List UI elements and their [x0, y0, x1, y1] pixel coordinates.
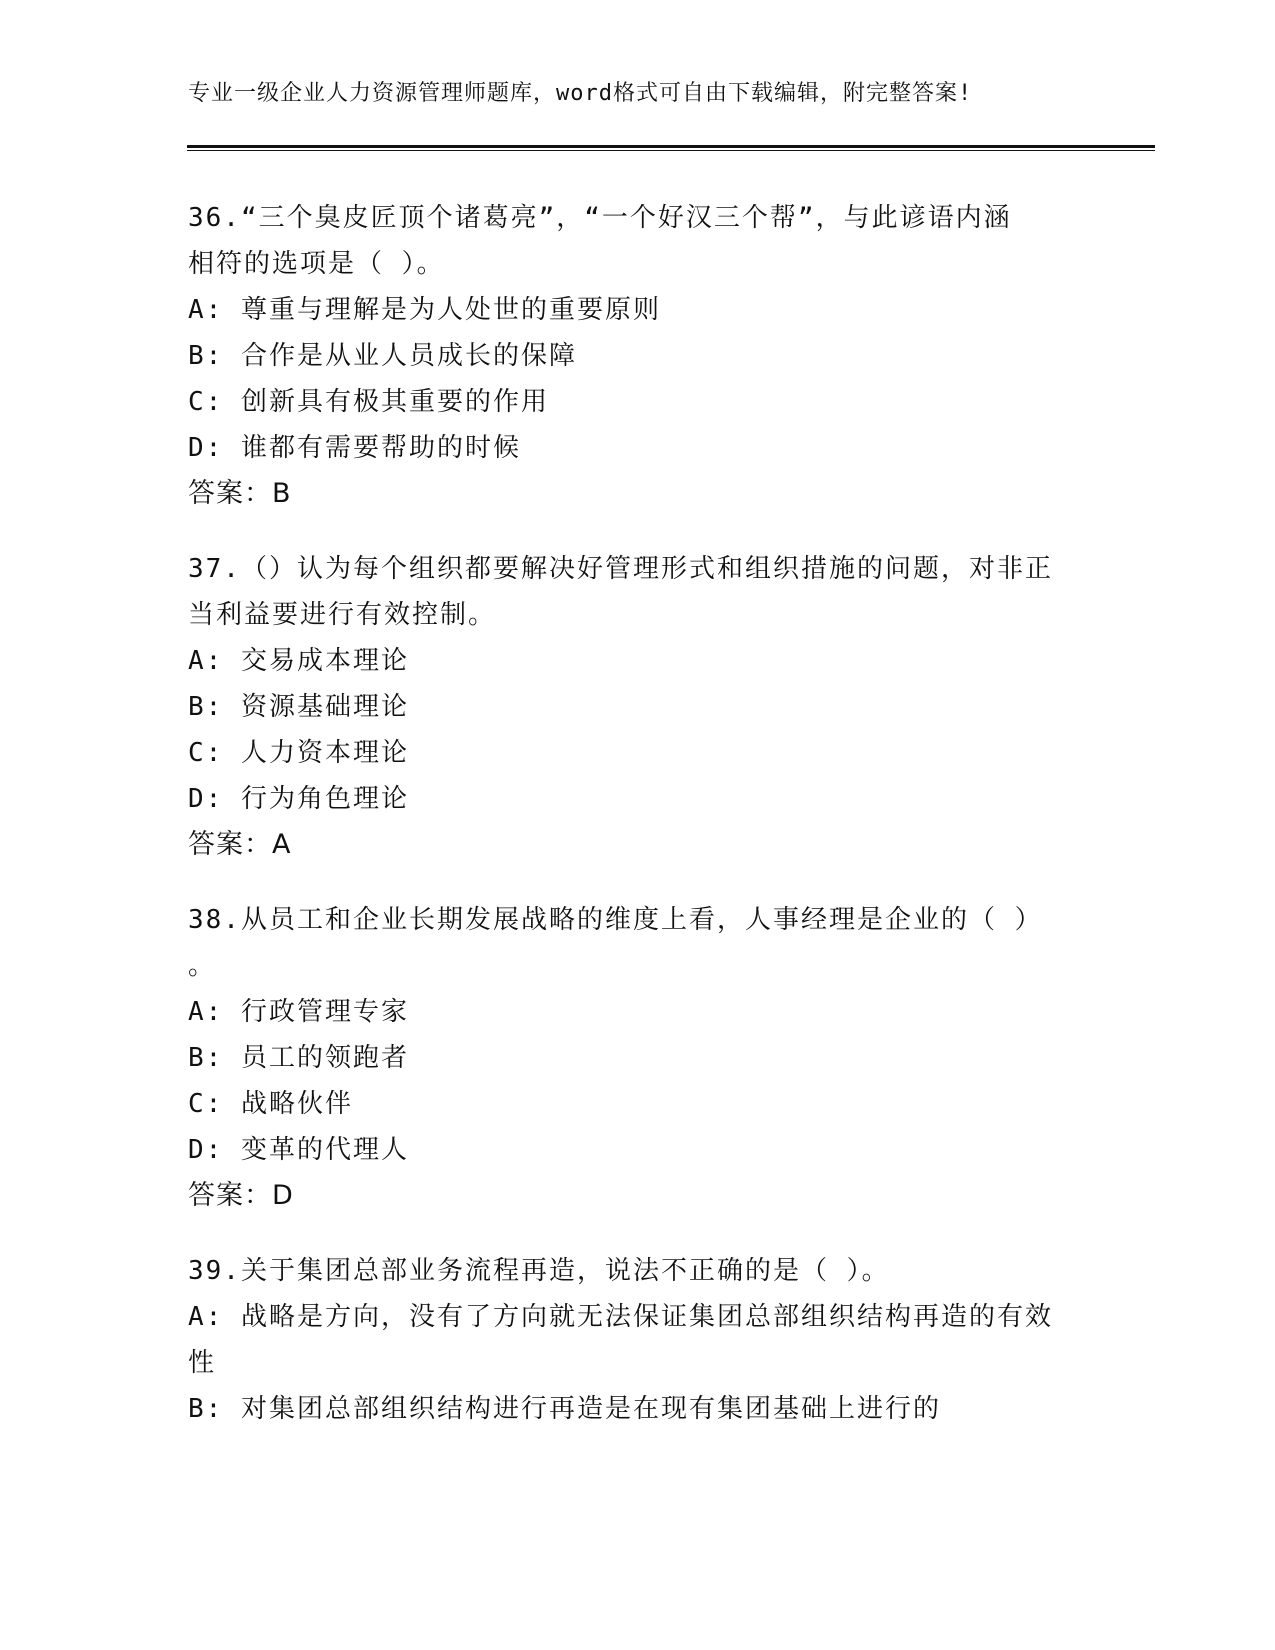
option-a: A: 交易成本理论: [188, 646, 409, 676]
question-38: [188, 897, 1078, 1219]
question-39: [188, 1248, 1078, 1432]
question-stem-line: 37.（）认为每个组织都要解决好管理形式和组织措施的问题，对非正: [188, 554, 1053, 584]
option-a: A: 行政管理专家: [188, 997, 409, 1027]
option-b: B: 员工的领跑者: [188, 1043, 409, 1073]
answer: 答案：B: [188, 478, 292, 509]
option-c: C: 人力资本理论: [188, 738, 409, 768]
question-stem-line: 36.“三个臭皮匠顶个诸葛亮”，“一个好汉三个帮”，与此谚语内涵: [188, 203, 1012, 233]
option-a: A: 战略是方向，没有了方向就无法保证集团总部组织结构再造的有效: [188, 1302, 1053, 1332]
page-header: 专业一级企业人力资源管理师题库，word格式可自由下载编辑，附完整答案!: [188, 81, 973, 106]
question-stem-line: 。: [188, 951, 217, 981]
header-rule-thick: [187, 145, 1155, 148]
option-d: D: 谁都有需要帮助的时候: [188, 433, 521, 463]
question-stem-line: 38.从员工和企业长期发展战略的维度上看，人事经理是企业的（ ）: [188, 905, 1043, 935]
option-c: C: 战略伙伴: [188, 1089, 353, 1119]
header-rule-thin: [187, 150, 1155, 151]
option-a-continued: 性: [188, 1348, 217, 1378]
question-stem-line: 相符的选项是（ ）。: [188, 249, 445, 279]
question-stem-line: 39.关于集团总部业务流程再造，说法不正确的是（ ）。: [188, 1256, 890, 1286]
option-d: D: 行为角色理论: [188, 784, 409, 814]
question-36: [188, 195, 1078, 517]
option-b: B: 对集团总部组织结构进行再造是在现有集团基础上进行的: [188, 1394, 941, 1424]
question-stem-line: 当利益要进行有效控制。: [188, 600, 497, 630]
answer: 答案：A: [188, 829, 292, 860]
option-b: B: 合作是从业人员成长的保障: [188, 341, 577, 371]
answer: 答案：D: [188, 1180, 294, 1211]
option-c: C: 创新具有极其重要的作用: [188, 387, 549, 417]
option-d: D: 变革的代理人: [188, 1135, 409, 1165]
option-b: B: 资源基础理论: [188, 692, 409, 722]
option-a: A: 尊重与理解是为人处世的重要原则: [188, 295, 661, 325]
question-37: [188, 546, 1078, 868]
